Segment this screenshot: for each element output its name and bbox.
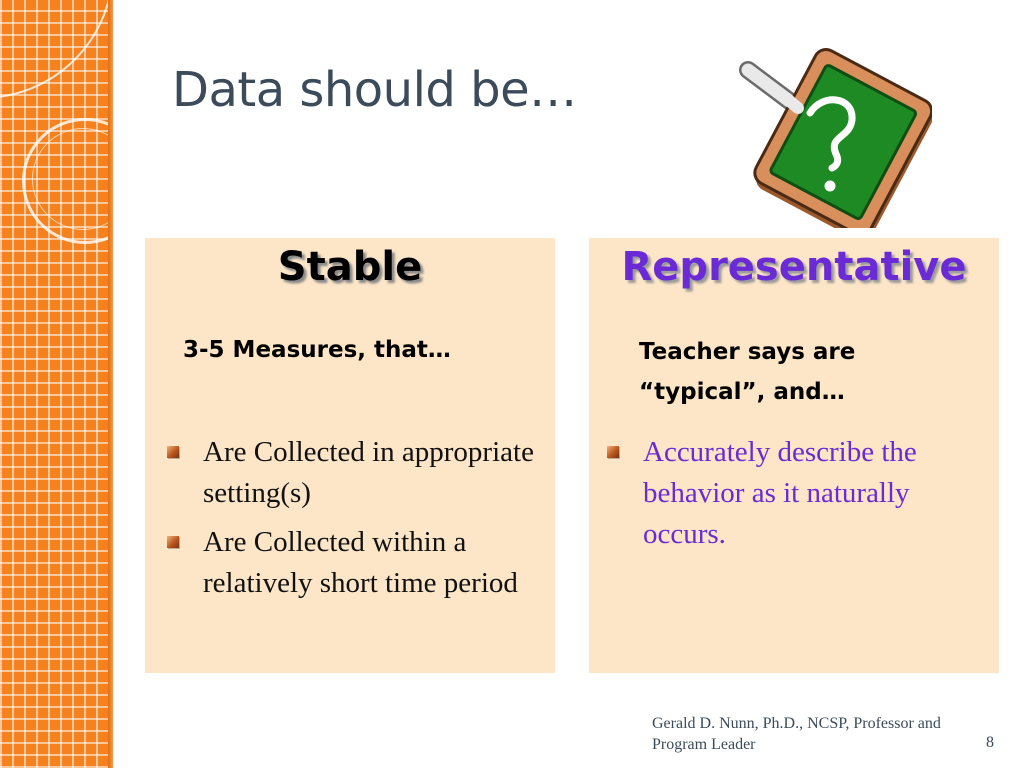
bullet-text: Are Collected in appropriate setting(s) bbox=[203, 436, 534, 509]
list-item bbox=[167, 432, 547, 514]
slide-title: Data should be… bbox=[172, 62, 577, 118]
strip-edge bbox=[108, 0, 113, 768]
representative-bullet-list bbox=[607, 432, 977, 563]
representative-subheading: Teacher says are “typical”, and… bbox=[639, 339, 856, 405]
square-bullet-icon bbox=[607, 446, 619, 458]
list-item bbox=[607, 432, 977, 555]
stable-subheading: 3-5 Measures, that… bbox=[183, 337, 451, 363]
square-bullet-icon bbox=[167, 446, 179, 458]
footer-credit: Gerald D. Nunn, Ph.D., NCSP, Professor and Program Leader bbox=[652, 715, 941, 753]
square-bullet-icon bbox=[167, 536, 179, 548]
page-number: 8 bbox=[986, 734, 994, 751]
representative-heading: Representative bbox=[621, 244, 967, 290]
chalkboard-question-icon bbox=[732, 38, 932, 228]
decorative-ring bbox=[0, 0, 113, 99]
stable-heading: Stable bbox=[277, 244, 423, 290]
decorative-side-strip bbox=[0, 0, 113, 768]
representative-panel bbox=[589, 238, 999, 673]
stable-bullet-list bbox=[167, 432, 547, 612]
list-item bbox=[167, 522, 547, 604]
bullet-text: Accurately describe the behavior as it naturally occurs. bbox=[643, 436, 917, 550]
bullet-text: Are Collected within a relatively short time period bbox=[203, 526, 518, 599]
stable-panel bbox=[145, 238, 555, 673]
